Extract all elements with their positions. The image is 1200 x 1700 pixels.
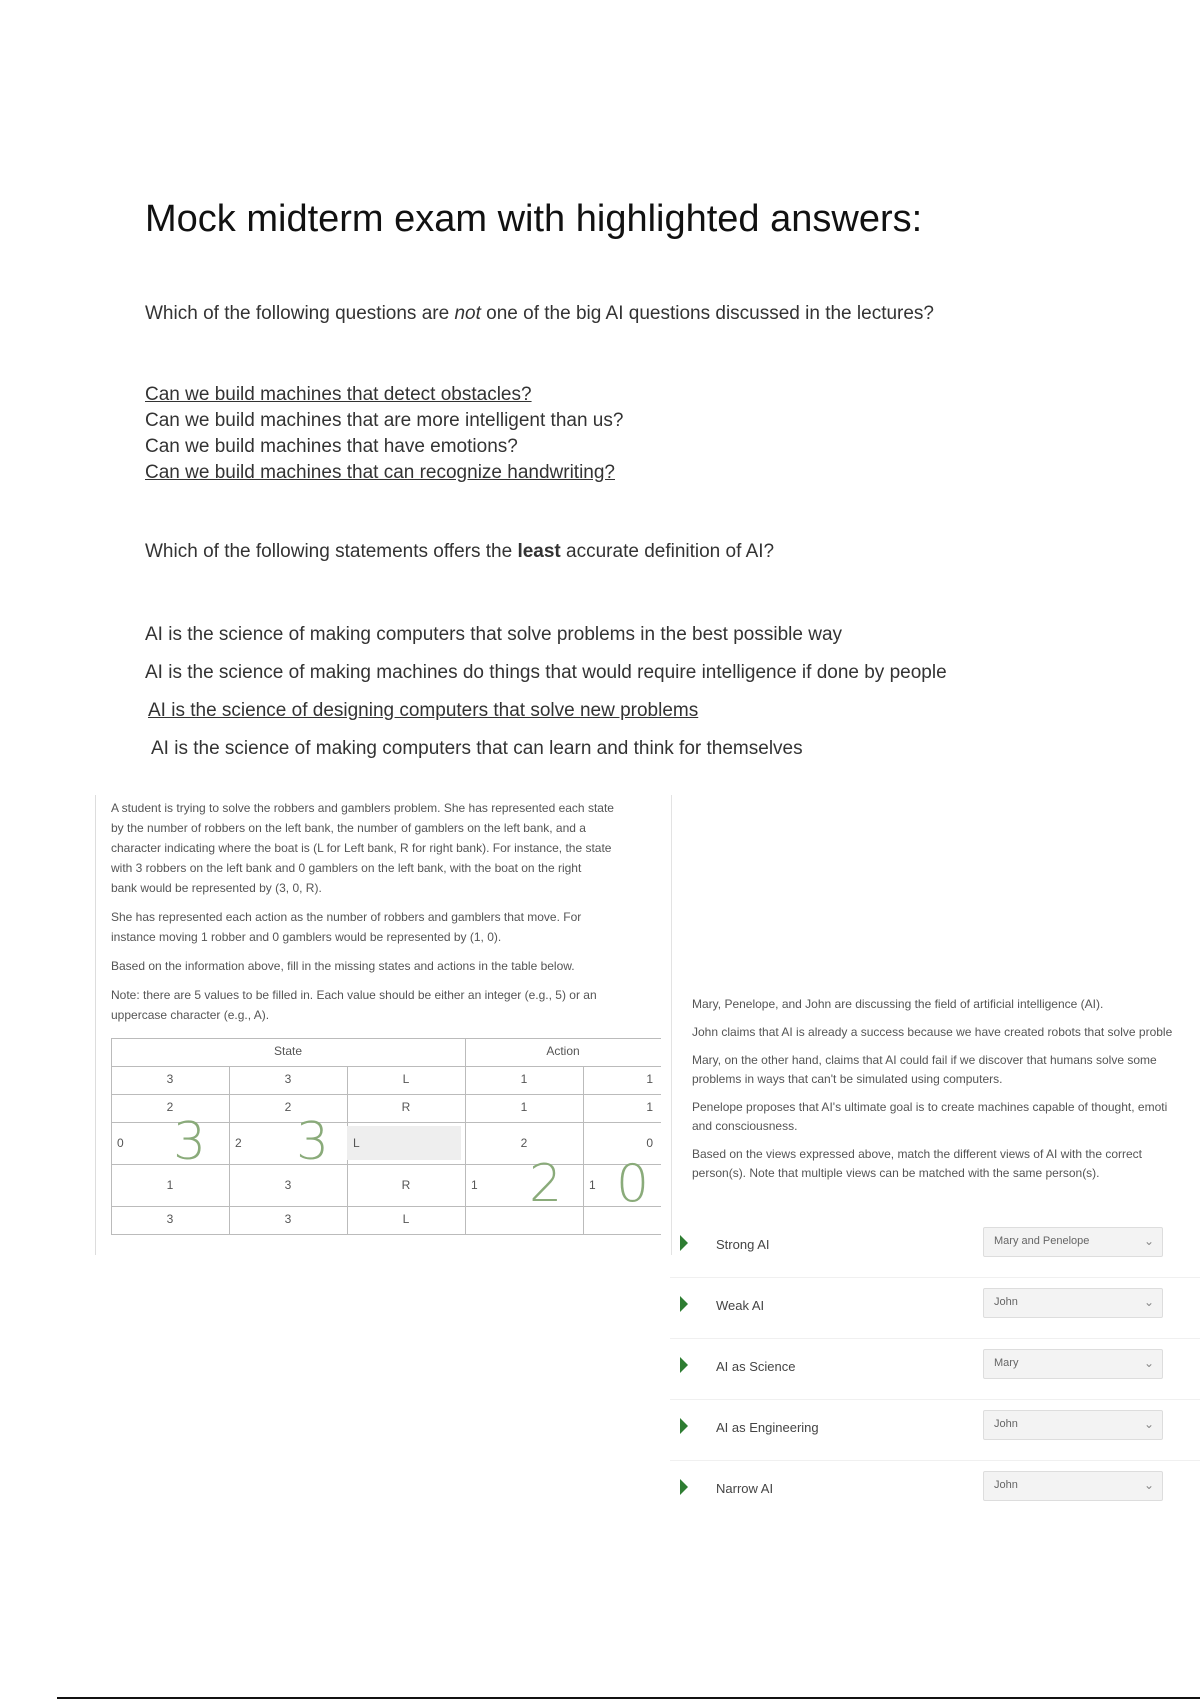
- match-select-value: John: [994, 1418, 1018, 1430]
- problem-text: Penelope proposes that AI's ultimate goal is to create machines capable of thought, emoti: [692, 1100, 1168, 1114]
- problem-text: problems in ways that can't be simulated using computers.: [692, 1072, 1003, 1086]
- answer-option: AI is the science of making machines do things that would require intelligence if done by people: [145, 662, 947, 683]
- question-2: [145, 541, 774, 563]
- expand-arrow-icon[interactable]: [680, 1479, 688, 1495]
- match-select-value: Mary: [994, 1357, 1019, 1369]
- state-header: State: [273, 1044, 303, 1058]
- table-cell: 2: [166, 1100, 174, 1114]
- match-select-value: John: [994, 1296, 1018, 1308]
- views-of-ai-panel: [670, 995, 1200, 1515]
- problem-text: A student is trying to solve the robbers and gamblers problem. She has represented each state: [111, 801, 614, 815]
- match-select[interactable]: [983, 1410, 1163, 1440]
- problem-text: person(s). Note that multiple views can be matched with the same person(s).: [692, 1166, 1100, 1180]
- chevron-down-icon: ⌄: [1143, 1295, 1154, 1309]
- problem-text: She has represented each action as the number of robbers and gamblers that move. For: [111, 910, 582, 924]
- table-cell: 1: [646, 1100, 653, 1114]
- answer-option-highlighted: AI is the science of designing computers that solve new problems: [148, 700, 699, 721]
- table-cell: 2: [235, 1136, 242, 1150]
- match-select-value: John: [994, 1479, 1018, 1491]
- answer-option: Can we build machines that are more intelligent than us?: [145, 410, 624, 431]
- match-row: [670, 1400, 1200, 1461]
- problem-text: character indicating where the boat is (L for Left bank, R for right bank). For instance, the state: [111, 841, 612, 855]
- chevron-down-icon: ⌄: [1143, 1478, 1154, 1492]
- table-cell: 0: [646, 1136, 653, 1150]
- handwritten-answer: 0: [616, 1154, 650, 1214]
- problem-text: with 3 robbers on the left bank and 0 gamblers on the left bank, with the boat on the right: [111, 861, 582, 875]
- table-cell: 3: [284, 1072, 292, 1086]
- bottom-rule: [57, 1697, 1200, 1699]
- match-label: AI as Engineering: [716, 1420, 819, 1435]
- problem-text: Based on the views expressed above, match the different views of AI with the correct: [692, 1147, 1143, 1161]
- answer-option-highlighted: Can we build machines that can recognize handwriting?: [145, 462, 615, 483]
- handwritten-answer: 3: [173, 1112, 207, 1172]
- problem-text: Based on the information above, fill in the missing states and actions in the table below.: [111, 959, 575, 973]
- expand-arrow-icon[interactable]: [680, 1418, 688, 1434]
- table-cell: 3: [284, 1212, 292, 1226]
- handwritten-answer: 3: [296, 1112, 330, 1172]
- answer-option-highlighted: Can we build machines that detect obstacles?: [145, 384, 532, 405]
- problem-text: instance moving 1 robber and 0 gamblers would be represented by (1, 0).: [111, 930, 502, 944]
- chevron-down-icon: ⌄: [1143, 1417, 1154, 1431]
- table-cell: L: [353, 1136, 360, 1150]
- problem-text: Note: there are 5 values to be filled in. Each value should be either an integer (e.g., 5) or an: [111, 988, 597, 1002]
- question-1-prefix: Which of the following questions are: [145, 303, 455, 324]
- match-row: [670, 1278, 1200, 1339]
- table-cell: 1: [166, 1178, 174, 1192]
- expand-arrow-icon[interactable]: [680, 1235, 688, 1251]
- table-cell: L: [402, 1212, 410, 1226]
- match-select[interactable]: [983, 1288, 1163, 1318]
- table-cell: 1: [471, 1178, 478, 1192]
- chevron-down-icon: ⌄: [1143, 1234, 1154, 1248]
- problem-text: bank would be represented by (3, 0, R).: [111, 881, 322, 895]
- answer-option: AI is the science of making computers that can learn and think for themselves: [151, 738, 803, 759]
- answer-option: Can we build machines that have emotions?: [145, 436, 518, 457]
- page-title: Mock midterm exam with highlighted answers:: [145, 198, 923, 240]
- question-2-suffix: accurate definition of AI?: [560, 541, 775, 562]
- problem-text: by the number of robbers on the left bank, the number of gamblers on the left bank, and a: [111, 821, 586, 835]
- match-label: Narrow AI: [716, 1481, 774, 1496]
- table-cell: R: [401, 1178, 411, 1192]
- table-cell: 0: [117, 1136, 124, 1150]
- match-select[interactable]: [983, 1227, 1163, 1257]
- table-cell: 3: [166, 1212, 174, 1226]
- problem-text: Mary, on the other hand, claims that AI could fail if we discover that humans solve some: [692, 1053, 1157, 1067]
- problem-text: uppercase character (e.g., A).: [111, 1008, 270, 1022]
- table-cell: 1: [589, 1178, 596, 1192]
- question-2-bold: least: [517, 541, 561, 562]
- problem-text: John claims that AI is already a success because we have created robots that solve proble: [692, 1025, 1173, 1039]
- match-label: AI as Science: [716, 1359, 796, 1374]
- table-cell: R: [401, 1100, 411, 1114]
- match-row: [670, 1339, 1200, 1400]
- expand-arrow-icon[interactable]: [680, 1296, 688, 1312]
- question-1-emphasis: not: [454, 303, 481, 324]
- robbers-gamblers-panel: [95, 795, 672, 1255]
- question-2-prefix: Which of the following statements offers the: [145, 541, 518, 562]
- match-label: Weak AI: [716, 1298, 765, 1313]
- state-action-table: [111, 1038, 661, 1238]
- table-cell: 1: [646, 1072, 653, 1086]
- match-row: [670, 1217, 1200, 1278]
- table-cell: L: [402, 1072, 410, 1086]
- question-1-suffix: one of the big AI questions discussed in the lectures?: [480, 303, 934, 324]
- problem-text: Mary, Penelope, and John are discussing the field of artificial intelligence (AI).: [692, 997, 1104, 1011]
- handwritten-answer: 2: [529, 1154, 563, 1214]
- table-cell: 2: [284, 1100, 292, 1114]
- table-cell: 3: [166, 1072, 174, 1086]
- expand-arrow-icon[interactable]: [680, 1357, 688, 1373]
- table-cell: 1: [520, 1072, 528, 1086]
- chevron-down-icon: ⌄: [1143, 1356, 1154, 1370]
- answer-option: AI is the science of making computers that solve problems in the best possible way: [145, 624, 843, 645]
- action-header: Action: [546, 1044, 580, 1058]
- question-2-options: [145, 620, 947, 772]
- table-cell: 1: [520, 1100, 528, 1114]
- table-cell: 2: [520, 1136, 528, 1150]
- question-1: [145, 303, 934, 325]
- match-select[interactable]: [983, 1349, 1163, 1379]
- match-select[interactable]: [983, 1471, 1163, 1501]
- question-1-options: [145, 382, 623, 486]
- table-cell: 3: [284, 1178, 292, 1192]
- match-row: [670, 1461, 1200, 1521]
- match-label: Strong AI: [716, 1237, 770, 1252]
- problem-text: and consciousness.: [692, 1119, 798, 1133]
- match-select-value: Mary and Penelope: [994, 1235, 1090, 1247]
